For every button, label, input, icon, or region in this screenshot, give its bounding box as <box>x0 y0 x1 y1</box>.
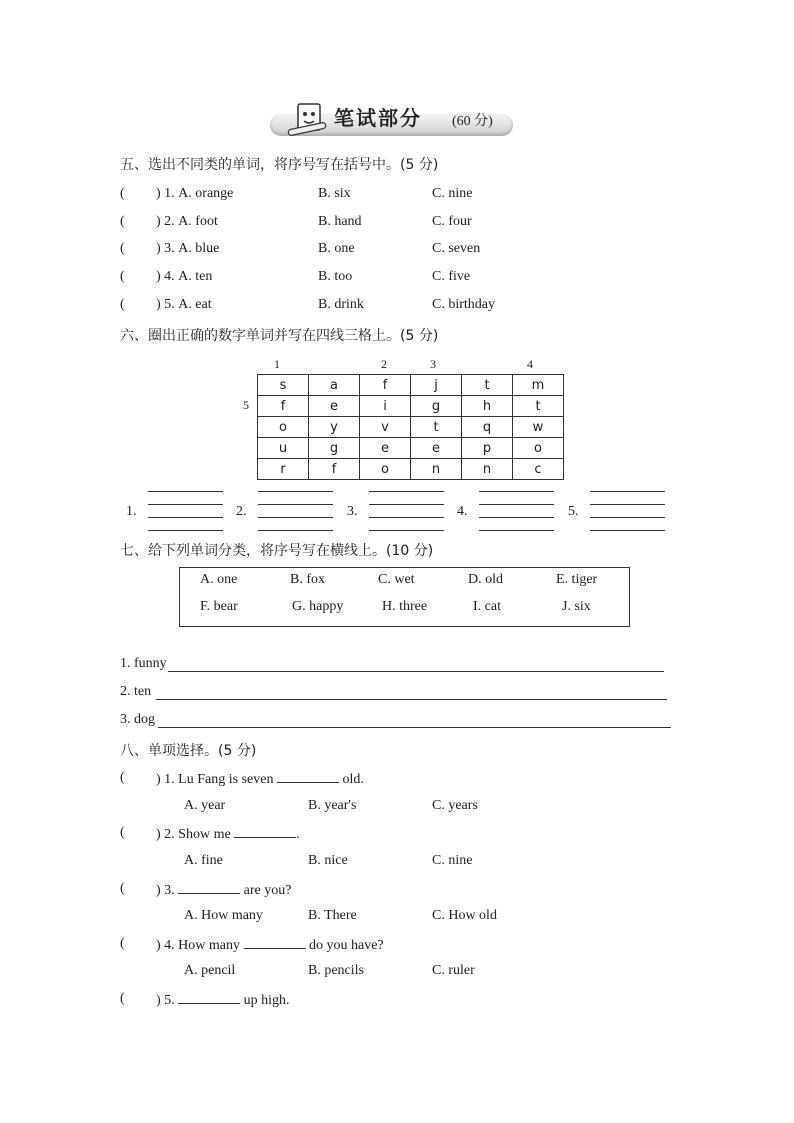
section5-heading: 五、选出不同类的单词，将序号写在括号中。(5 分) <box>120 157 439 173</box>
writing-line[interactable] <box>479 504 554 505</box>
grid-cell[interactable]: w <box>513 417 564 438</box>
grid-row-label: 5 <box>243 398 249 412</box>
grid-cell[interactable]: c <box>513 459 564 480</box>
grid-cell[interactable]: v <box>360 417 411 438</box>
option-a: A. year <box>184 798 226 813</box>
answer-label: 3. <box>347 504 358 519</box>
list-item: ) 3. A. blue <box>156 241 220 256</box>
writing-line[interactable] <box>590 517 665 518</box>
table-row <box>258 459 564 480</box>
option-b: B. one <box>318 241 355 256</box>
option-a: A. How many <box>184 908 263 923</box>
grid-cell[interactable]: t <box>462 375 513 396</box>
grid-cell[interactable]: a <box>309 375 360 396</box>
banner-title: 笔试部分 <box>334 106 422 130</box>
category-label: 2. ten <box>120 684 152 699</box>
section8-heading: 八、单项选择。(5 分) <box>120 743 257 759</box>
option-b: B. pencils <box>308 963 364 978</box>
word-option: J. six <box>562 599 591 614</box>
answer-paren-open[interactable]: ( <box>120 214 125 229</box>
writing-line[interactable] <box>590 530 665 531</box>
table-row <box>258 396 564 417</box>
word-option: G. happy <box>292 599 344 614</box>
writing-line[interactable] <box>258 517 333 518</box>
option-b: B. drink <box>318 297 364 312</box>
writing-line[interactable] <box>258 504 333 505</box>
section6-heading: 六、圈出正确的数字单词并写在四线三格上。(5 分) <box>120 328 439 344</box>
grid-cell[interactable]: g <box>309 438 360 459</box>
grid-cell[interactable]: o <box>258 417 309 438</box>
grid-cell[interactable]: y <box>309 417 360 438</box>
option-c: C. ruler <box>432 963 475 978</box>
answer-line[interactable] <box>156 699 667 700</box>
writing-line[interactable] <box>590 491 665 492</box>
option-c: C. nine <box>432 853 473 868</box>
option-c: C. five <box>432 269 471 284</box>
writing-line[interactable] <box>369 491 444 492</box>
grid-cell[interactable]: r <box>258 459 309 480</box>
word-option: D. old <box>468 572 503 587</box>
word-option: A. one <box>200 572 238 587</box>
grid-cell[interactable]: n <box>411 459 462 480</box>
answer-label: 2. <box>236 504 247 519</box>
list-item: ) 1. A. orange <box>156 186 234 201</box>
writing-line[interactable] <box>258 530 333 531</box>
fill-blank[interactable] <box>244 936 306 949</box>
option-b: B. nice <box>308 853 348 868</box>
grid-cell[interactable]: p <box>462 438 513 459</box>
list-item: ) 5. up high. <box>156 993 290 1008</box>
section7-heading: 七、给下列单词分类，将序号写在横线上。(10 分) <box>120 543 434 559</box>
fill-blank[interactable] <box>234 825 296 838</box>
pencil-mascot-icon <box>286 100 330 138</box>
grid-col-label: 4 <box>527 357 533 371</box>
grid-col-label: 2 <box>381 357 387 371</box>
writing-line[interactable] <box>590 504 665 505</box>
list-item: ) 4. How many do you have? <box>156 938 384 953</box>
list-item: ) 2. Show me . <box>156 827 300 842</box>
category-label: 3. dog <box>120 712 155 727</box>
grid-cell[interactable]: f <box>360 375 411 396</box>
option-b: B. six <box>318 186 351 201</box>
list-item <box>120 241 125 257</box>
word-option: E. tiger <box>556 572 598 587</box>
option-b: B. too <box>318 269 353 284</box>
grid-cell[interactable]: t <box>411 417 462 438</box>
grid-cell[interactable]: s <box>258 375 309 396</box>
writing-line[interactable] <box>369 517 444 518</box>
answer-paren-open[interactable]: ( <box>120 186 125 201</box>
list-item <box>120 214 125 230</box>
option-c: C. seven <box>432 241 481 256</box>
option-c: C. How old <box>432 908 497 923</box>
answer-paren-open[interactable]: ( <box>120 825 125 840</box>
table-row <box>258 375 564 396</box>
writing-line[interactable] <box>258 491 333 492</box>
answer-paren-open[interactable]: ( <box>120 269 125 284</box>
grid-cell[interactable]: t <box>513 396 564 417</box>
answer-paren-open[interactable]: ( <box>120 936 125 951</box>
writing-line[interactable] <box>148 504 223 505</box>
grid-cell[interactable]: h <box>462 396 513 417</box>
writing-line[interactable] <box>479 491 554 492</box>
fill-blank[interactable] <box>178 991 240 1004</box>
word-option: F. bear <box>200 599 238 614</box>
list-item <box>120 297 125 313</box>
answer-label: 5. <box>568 504 579 519</box>
writing-line[interactable] <box>479 530 554 531</box>
grid-cell[interactable]: i <box>360 396 411 417</box>
grid-cell[interactable]: j <box>411 375 462 396</box>
answer-paren-open[interactable]: ( <box>120 991 125 1006</box>
option-c: C. birthday <box>432 297 495 312</box>
answer-paren-open[interactable]: ( <box>120 297 125 312</box>
grid-cell[interactable]: m <box>513 375 564 396</box>
option-b: B. There <box>308 908 357 923</box>
grid-col-label: 1 <box>274 357 280 371</box>
section-banner <box>270 100 513 138</box>
writing-line[interactable] <box>148 491 223 492</box>
option-c: C. nine <box>432 186 473 201</box>
grid-cell[interactable]: o <box>360 459 411 480</box>
banner-score: (60 分) <box>452 114 493 129</box>
answer-paren-open[interactable]: ( <box>120 770 125 785</box>
answer-label: 1. <box>126 504 137 519</box>
grid-cell[interactable]: g <box>411 396 462 417</box>
word-option: C. wet <box>378 572 415 587</box>
list-item <box>120 186 125 202</box>
fill-blank[interactable] <box>277 770 339 783</box>
writing-line[interactable] <box>148 517 223 518</box>
writing-line[interactable] <box>369 504 444 505</box>
writing-line[interactable] <box>148 530 223 531</box>
option-c: C. years <box>432 798 478 813</box>
grid-cell[interactable]: n <box>462 459 513 480</box>
option-b: B. hand <box>318 214 362 229</box>
list-item: ) 1. Lu Fang is seven old. <box>156 772 364 787</box>
word-option: H. three <box>382 599 428 614</box>
grid-col-label: 3 <box>430 357 436 371</box>
word-option: I. cat <box>473 599 501 614</box>
answer-line[interactable] <box>158 727 671 728</box>
grid-cell[interactable]: f <box>258 396 309 417</box>
grid-cell[interactable]: q <box>462 417 513 438</box>
list-item: ) 3. are you? <box>156 883 292 898</box>
fill-blank[interactable] <box>178 881 240 894</box>
list-item <box>120 269 125 285</box>
grid-cell[interactable]: e <box>309 396 360 417</box>
table-row <box>258 417 564 438</box>
answer-paren-open[interactable]: ( <box>120 881 125 896</box>
grid-cell[interactable]: u <box>258 438 309 459</box>
option-b: B. year's <box>308 798 357 813</box>
grid-cell[interactable]: e <box>411 438 462 459</box>
grid-cell[interactable]: e <box>360 438 411 459</box>
writing-line[interactable] <box>479 517 554 518</box>
table-row <box>258 438 564 459</box>
category-label: 1. funny <box>120 656 167 671</box>
word-option: B. fox <box>290 572 325 587</box>
answer-paren-open[interactable]: ( <box>120 241 125 256</box>
list-item: ) 4. A. ten <box>156 269 213 284</box>
grid-cell[interactable]: f <box>309 459 360 480</box>
grid-cell[interactable]: o <box>513 438 564 459</box>
letter-grid <box>257 374 564 480</box>
answer-label: 4. <box>457 504 468 519</box>
option-a: A. fine <box>184 853 223 868</box>
writing-line[interactable] <box>369 530 444 531</box>
list-item: ) 2. A. foot <box>156 214 218 229</box>
answer-line[interactable] <box>168 671 664 672</box>
list-item: ) 5. A. eat <box>156 297 212 312</box>
option-a: A. pencil <box>184 963 236 978</box>
option-c: C. four <box>432 214 472 229</box>
